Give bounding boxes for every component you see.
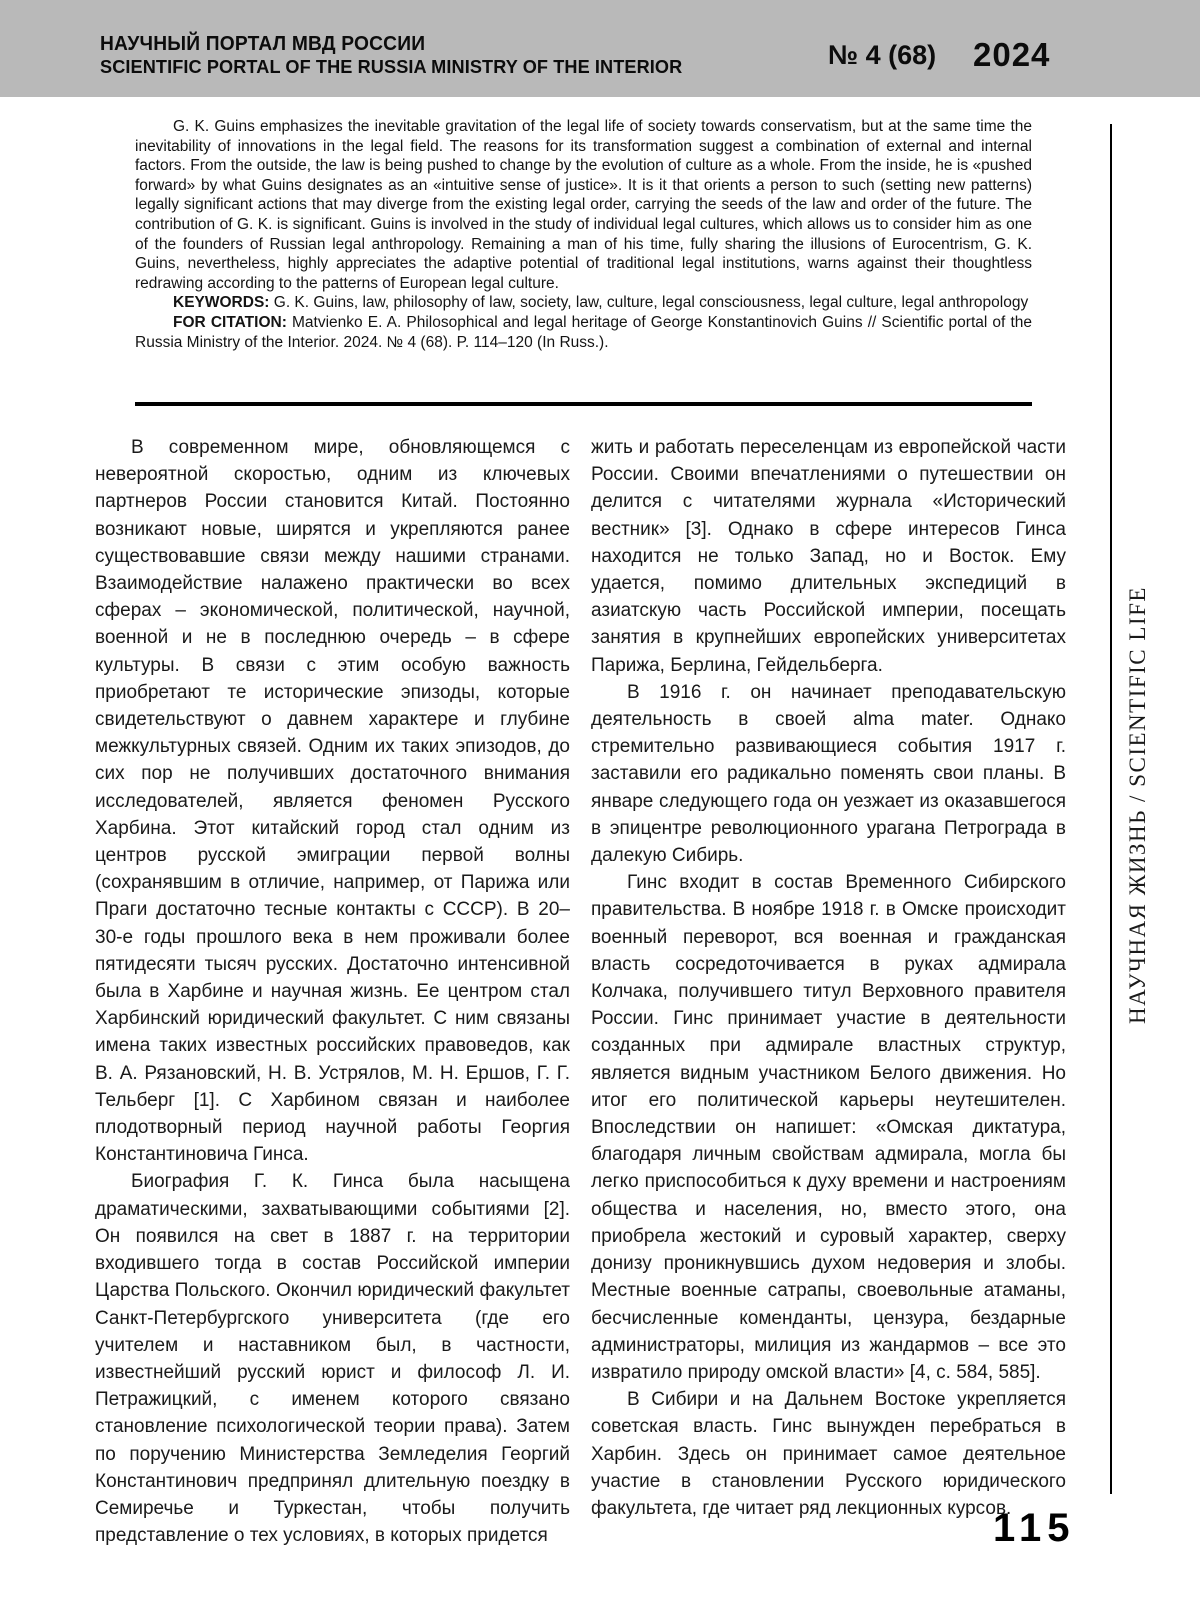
header [0, 0, 1200, 97]
paragraph: Гинс входит в состав Временного Сибирского правительства. В ноябре 1918 г. в Омске происходит военный переворот, вся военная и гражданская власть сосредоточивается в руках адмирала Колчака, получившего титул Верховного правителя России. Гинс принимает участие в деятельности созданных при адмирале властных структур, является видным участником Белого движения. Но итог его политической карьеры неутешителен. Впоследствии он напишет: «Омская диктатура, благодаря личным свойствам адмирала, могла бы легко приспособиться к духу времени и настроениям общества и населения, но, вместо этого, она приобрела жестокий и суровый характер, сверху донизу проникнувшись духом недоверия и злобы. Местные военные сатрапы, своевольные атаманы, бесчисленные коменданты, цензура, бездарные администраторы, милиция из жандармов – все это извратило природу омской власти» [4, с. 584, 585]. [591, 872, 1066, 1383]
page-number: 115 [993, 1506, 1076, 1550]
paragraph: В современном мире, обновляющемся с невероятной скоростью, одним из ключевых партнеров России становится Китай. Постоянно возникают новые, ширятся и укрепляются ранее существовавшие связи между нашими странами. Взаимодействие налажено практически во всех сферах – экономической, политической, научной, военной и не в последнюю очередь – в сфере культуры. В связи с этим особую важность приобретают те исторические эпизоды, которые свидетельствуют о давнем характере и глубине межкультурных связей. Одним их таких эпизодов, до сих пор не получивших достаточного внимания исследователей, является феномен Русского Харбина. Этот китайский город стал одним из центров русской эмиграции первой волны (сохранявшим в отличие, например, от Парижа или Праги достаточно тесные контакты с СССР). В 20–30-е годы прошлого века в нем проживали более пятидесяти тысяч русских. Достаточно интенсивной была в Харбине и научная жизнь. Ее центром стал Харбинский юридический факультет. С ним связаны имена таких известных российских правоведов, как В. А. Рязановский, Н. В. Устрялов, М. Н. Ершов, Г. Г. Тельберг [1]. С Харбином связан и наиболее плодотворный период научной работы Георгия Константиновича Гинса. [95, 437, 570, 1166]
journal-titles [100, 33, 694, 78]
section-label-vertical: НАУЧНАЯ ЖИЗНЬ / SCIENTIFIC LIFE [1125, 586, 1150, 1024]
paragraph: Биография Г. К. Гинса была насыщена драматическими, захватывающими событиями [2]. Он появился на свет в 1887 г. на территории входившего тогда в состав Российской империи Царства Польского. Окончил юридический факультет Санкт-Петербургского университета (где его учителем и наставником был, в частности, известнейший русский юрист и философ Л. И. Петражицкий, с именем которого связано становление психологической теории права). Затем по поручению Министерства Земледелия Георгий Константинович предпринял длительную поездку в Семиречье и Туркестан, чтобы получить представление о тех условиях, в которых придется [95, 1171, 570, 1547]
paragraph: жить и работать переселенцам из европейской части России. Своими впечатлениями о путешествии он делится с читателями журнала «Исторический вестник» [3]. Однако в сфере интересов Гинса находится не только Запад, но и Восток. Ему удается, помимо длительных экспедиций в азиатскую часть Российской империи, посещать занятия в крупнейших европейских университетах Парижа, Берлина, Гейдельберга. [591, 437, 1066, 676]
issue-number: № 4 (68) [828, 40, 937, 70]
keywords-text: G. K. Guins, law, philosophy of law, society, law, culture, legal consciousness, legal culture, legal anthropology [273, 294, 1029, 312]
abstract-text: G. K. Guins emphasizes the inevitable gravitation of the legal life of society towards conservatism, but at the same time the inevitability of innovations in the legal field. The reasons for its transformation suggest a combination of external and internal factors. From the outside, the law is being pushed to change by the evolution of culture as a whole. From the inside, he is «pushed forward» by what Guins designates as an «intuitive sense of justice». It is it that orients a person to such (setting new patterns) legally significant actions that may diverge from the existing legal order, carrying the seeds of the law and order of the future. The contribution of G. K. is significant. Guins is involved in the study of individual legal cultures, which allows us to consider him as one of the founders of Russian legal anthropology. Remaining a man of his time, fully sharing the illusions of Eurocentrism, G. K. Guins, nevertheless, highly appreciates the adaptive potential of traditional legal institutions, warns against their thoughtless redrawing according to the patterns of European legal culture. [135, 118, 1032, 292]
paragraph: В Сибири и на Дальнем Востоке укрепляется советская власть. Гинс вынужден перебраться в Харбин. Здесь он принимает самое деятельное участие в становлении Русского юридического факультета, где читает ряд лекционных курсов. [591, 1389, 1066, 1519]
article-body [95, 434, 1067, 1549]
journal-title-en: SCIENTIFIC PORTAL OF THE RUSSIA MINISTRY OF THE INTERIOR [100, 56, 683, 77]
citation-text: Matvienko E. A. Philosophical and legal heritage of George Konstantinovich Guins // Scientific portal of the Russia Ministry of the Interior. 2024. № 4 (68). P. 114–120 (In Russ.). [135, 313, 1032, 351]
keywords-label: KEYWORDS: [173, 294, 270, 312]
citation-label: FOR CITATION: [173, 313, 287, 331]
divider-rule [135, 402, 1032, 406]
journal-title-ru: НАУЧНЫЙ ПОРТАЛ МВД РОССИИ [100, 33, 426, 55]
keywords-paragraph [135, 293, 1032, 313]
issue-year: 2024 [973, 36, 1051, 73]
paragraph: В 1916 г. он начинает преподавательскую деятельность в своей alma mater. Однако стремительно развивающиеся события 1917 г. заставили его радикально поменять свои планы. В январе следующего года он уезжает из оказавшегося в эпицентре революционного урагана Петрограда в далекую Сибирь. [591, 681, 1066, 867]
citation-paragraph [135, 313, 1032, 352]
left-column [95, 434, 570, 1549]
right-column [591, 434, 1066, 1549]
abstract-section [135, 117, 1032, 352]
